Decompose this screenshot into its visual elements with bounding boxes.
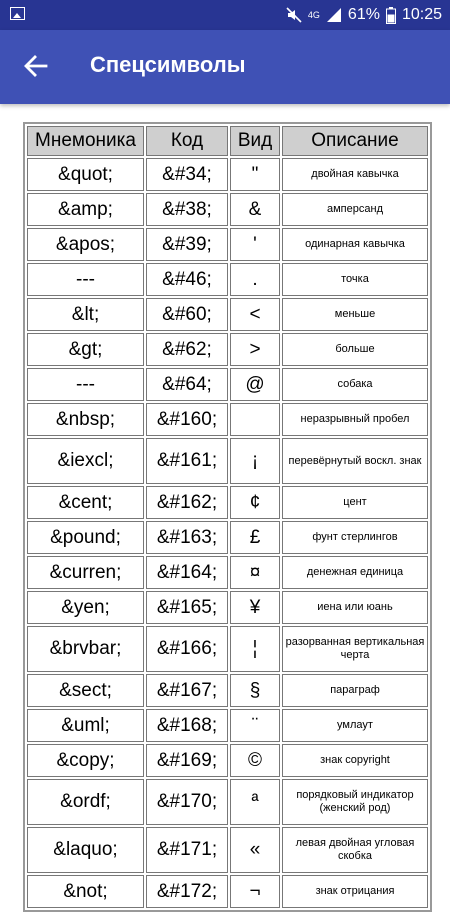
table-row: [27, 744, 428, 777]
battery-icon: [386, 7, 396, 24]
mnemonic-cell: &quot;: [27, 158, 144, 191]
clock: 10:25: [401, 6, 442, 23]
mnemonic-cell: &brvbar;: [27, 626, 144, 672]
symbol-cell: «: [230, 827, 280, 873]
symbol-cell: ¦: [230, 626, 280, 672]
mnemonic-cell: &nbsp;: [27, 403, 144, 436]
code-cell: &#64;: [146, 368, 228, 401]
symbol-cell: ¡: [230, 438, 280, 484]
symbol-cell: .: [230, 263, 280, 296]
description-cell: больше: [282, 333, 428, 366]
table-row: [27, 556, 428, 589]
table-row: [27, 827, 428, 873]
network-type: 4G: [307, 9, 320, 20]
code-cell: &#163;: [146, 521, 228, 554]
description-cell: амперсанд: [282, 193, 428, 226]
description-cell: перевёрнутый воскл. знак: [282, 438, 428, 484]
table-row: [27, 228, 428, 261]
code-cell: &#164;: [146, 556, 228, 589]
symbol-cell: &: [230, 193, 280, 226]
description-cell: двойная кавычка: [282, 158, 428, 191]
mnemonic-cell: &iexcl;: [27, 438, 144, 484]
mnemonic-cell: &curren;: [27, 556, 144, 589]
symbol-cell: ¢: [230, 486, 280, 519]
symbol-cell: ": [230, 158, 280, 191]
symbol-cell: ¤: [230, 556, 280, 589]
header-code: Код: [146, 126, 228, 156]
mnemonic-cell: &apos;: [27, 228, 144, 261]
content-area[interactable]: [0, 104, 450, 902]
code-cell: &#60;: [146, 298, 228, 331]
gallery-notification-icon: [10, 7, 25, 20]
signal-icon: [326, 7, 342, 23]
symbol-cell: @: [230, 368, 280, 401]
code-cell: &#34;: [146, 158, 228, 191]
symbol-cell: ª: [230, 779, 280, 825]
header-description: Описание: [282, 126, 428, 156]
mnemonic-cell: &uml;: [27, 709, 144, 742]
code-cell: &#170;: [146, 779, 228, 825]
mnemonic-cell: &cent;: [27, 486, 144, 519]
description-cell: цент: [282, 486, 428, 519]
description-cell: параграф: [282, 674, 428, 707]
mnemonic-cell: &amp;: [27, 193, 144, 226]
code-cell: &#38;: [146, 193, 228, 226]
symbol-cell: §: [230, 674, 280, 707]
mnemonic-cell: &gt;: [27, 333, 144, 366]
description-cell: левая двойная угловая скобка: [282, 827, 428, 873]
symbol-cell: ': [230, 228, 280, 261]
symbol-cell: [230, 403, 280, 436]
code-cell: &#166;: [146, 626, 228, 672]
table-row: [27, 521, 428, 554]
code-cell: &#46;: [146, 263, 228, 296]
mnemonic-cell: &copy;: [27, 744, 144, 777]
code-cell: &#162;: [146, 486, 228, 519]
symbol-cell: ¥: [230, 591, 280, 624]
description-cell: знак copyright: [282, 744, 428, 777]
code-cell: &#165;: [146, 591, 228, 624]
table-row: [27, 333, 428, 366]
mnemonic-cell: ---: [27, 368, 144, 401]
description-cell: разорванная вертикальная черта: [282, 626, 428, 672]
page-title: Спецсимволы: [90, 52, 246, 77]
table-row: [27, 486, 428, 519]
mnemonic-cell: &lt;: [27, 298, 144, 331]
description-cell: одинарная кавычка: [282, 228, 428, 261]
table-row: [27, 158, 428, 191]
special-symbols-table: [23, 122, 432, 912]
code-cell: &#168;: [146, 709, 228, 742]
symbol-cell: ¨: [230, 709, 280, 742]
code-cell: &#172;: [146, 875, 228, 908]
app-bar: [0, 30, 450, 104]
description-cell: собака: [282, 368, 428, 401]
code-cell: &#161;: [146, 438, 228, 484]
description-cell: умлаут: [282, 709, 428, 742]
description-cell: точка: [282, 263, 428, 296]
mnemonic-cell: &pound;: [27, 521, 144, 554]
header-view: Вид: [230, 126, 280, 156]
table-row: [27, 779, 428, 825]
back-arrow-icon[interactable]: [22, 53, 48, 79]
symbol-cell: ¬: [230, 875, 280, 908]
description-cell: порядковый индикатор (женский род): [282, 779, 428, 825]
symbol-cell: £: [230, 521, 280, 554]
symbol-cell: ©: [230, 744, 280, 777]
description-cell: фунт стерлингов: [282, 521, 428, 554]
status-bar: [0, 0, 450, 30]
mnemonic-cell: &yen;: [27, 591, 144, 624]
code-cell: &#160;: [146, 403, 228, 436]
mnemonic-cell: &not;: [27, 875, 144, 908]
mnemonic-cell: &ordf;: [27, 779, 144, 825]
symbol-cell: >: [230, 333, 280, 366]
table-row: [27, 263, 428, 296]
description-cell: иена или юань: [282, 591, 428, 624]
table-row: [27, 403, 428, 436]
symbol-cell: <: [230, 298, 280, 331]
table-row: [27, 438, 428, 484]
table-row: [27, 709, 428, 742]
table-row: [27, 368, 428, 401]
mute-icon: [286, 7, 302, 23]
table-row: [27, 674, 428, 707]
mnemonic-cell: &laquo;: [27, 827, 144, 873]
table-row: [27, 193, 428, 226]
table-row: [27, 591, 428, 624]
battery-percent: 61%: [347, 6, 380, 23]
status-icons: [286, 0, 442, 30]
header-mnemonic: Мнемоника: [27, 126, 144, 156]
code-cell: &#39;: [146, 228, 228, 261]
code-cell: &#169;: [146, 744, 228, 777]
table-header-row: [27, 126, 428, 156]
code-cell: &#171;: [146, 827, 228, 873]
table-row: [27, 626, 428, 672]
description-cell: неразрывный пробел: [282, 403, 428, 436]
description-cell: денежная единица: [282, 556, 428, 589]
table-row: [27, 875, 428, 908]
code-cell: &#62;: [146, 333, 228, 366]
code-cell: &#167;: [146, 674, 228, 707]
mnemonic-cell: &sect;: [27, 674, 144, 707]
description-cell: меньше: [282, 298, 428, 331]
mnemonic-cell: ---: [27, 263, 144, 296]
description-cell: знак отрицания: [282, 875, 428, 908]
table-row: [27, 298, 428, 331]
